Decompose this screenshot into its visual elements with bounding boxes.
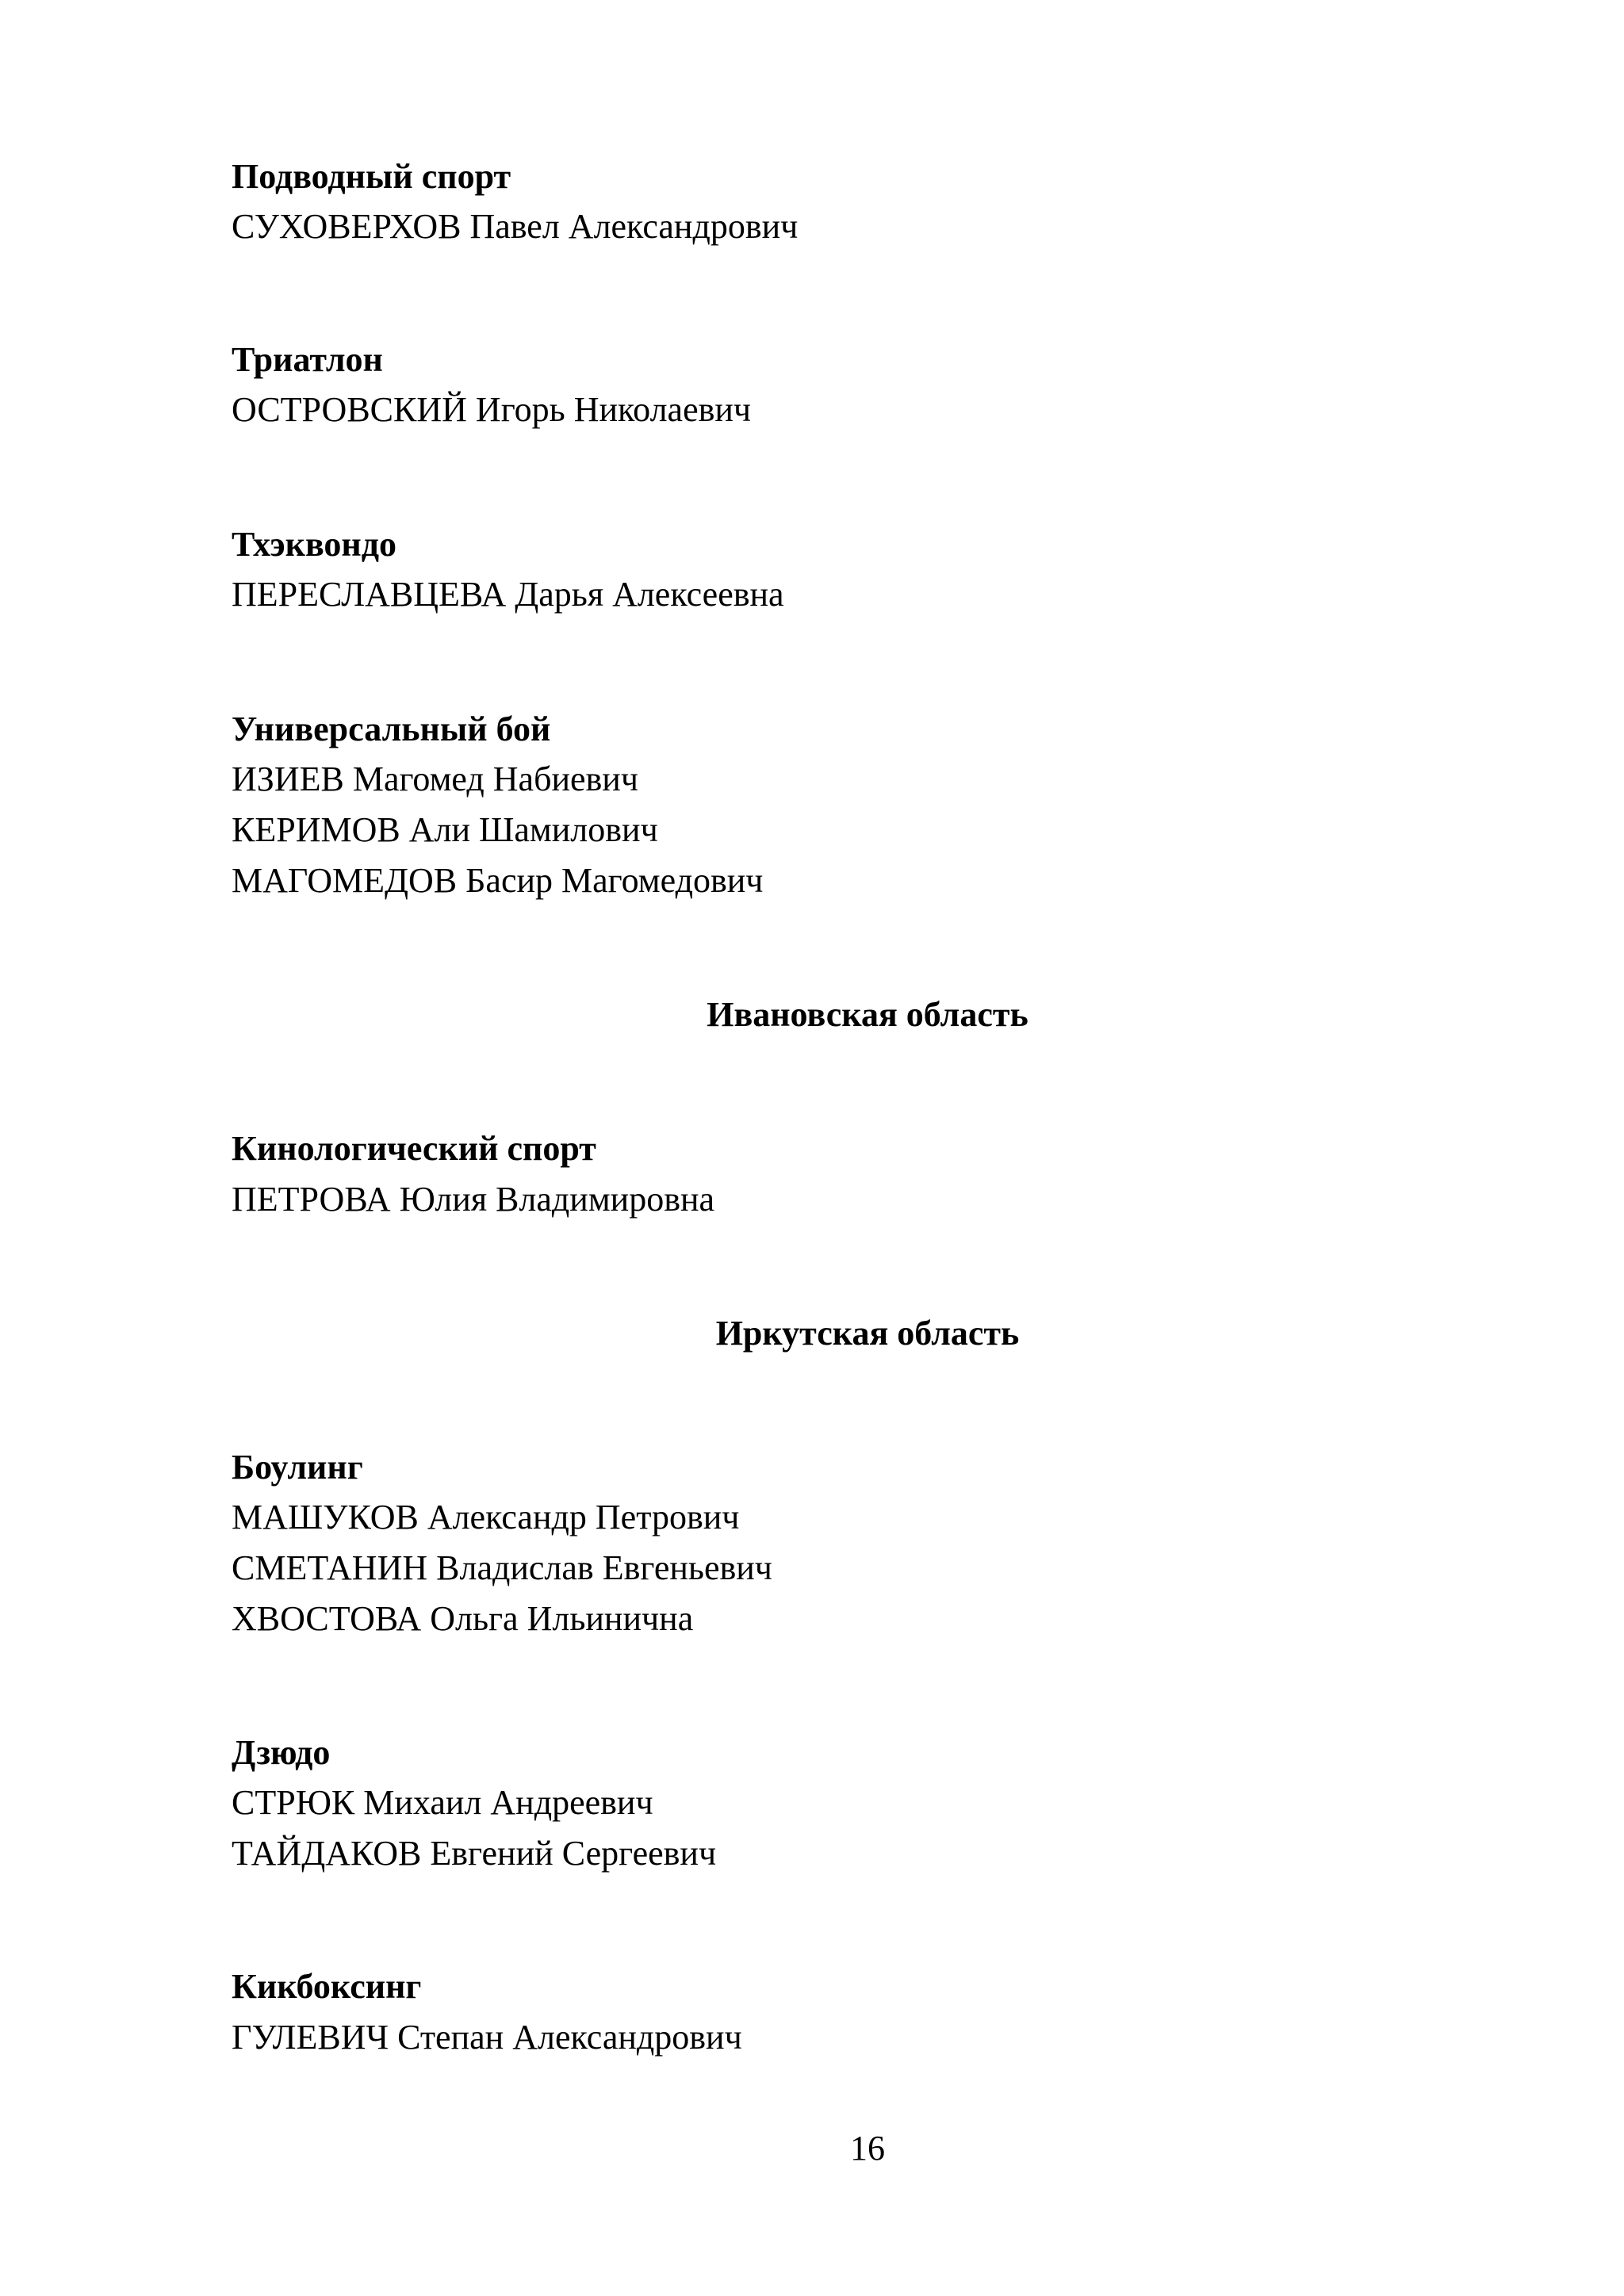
sport-heading: Тхэквондо xyxy=(232,525,397,564)
person-name: ТАЙДАКОВ Евгений Сергеевич xyxy=(232,1834,717,1873)
sport-heading: Триатлон xyxy=(232,340,383,379)
region-heading: Ивановская область xyxy=(707,995,1028,1034)
person-name: ОСТРОВСКИЙ Игорь Николаевич xyxy=(232,390,752,429)
region-heading: Иркутская область xyxy=(715,1314,1020,1353)
person-name: ХВОСТОВА Ольга Ильинична xyxy=(232,1599,694,1638)
person-name: СТРЮК Михаил Андреевич xyxy=(232,1783,653,1822)
sport-heading: Универсальный бой xyxy=(232,710,551,748)
person-name: ПЕРЕСЛАВЦЕВА Дарья Алексеевна xyxy=(232,575,784,614)
person-name: ПЕТРОВА Юлия Владимировна xyxy=(232,1180,715,1219)
person-name: МАШУКОВ Александр Петрович xyxy=(232,1498,740,1536)
person-name: СУХОВЕРХОВ Павел Александрович xyxy=(232,207,799,246)
sport-heading: Дзюдо xyxy=(232,1733,331,1772)
person-name: СМЕТАНИН Владислав Евгеньевич xyxy=(232,1548,772,1587)
sport-heading: Боулинг xyxy=(232,1448,363,1487)
person-name: МАГОМЕДОВ Басир Магомедович xyxy=(232,861,764,900)
person-name: КЕРИМОВ Али Шамилович xyxy=(232,810,658,849)
sport-heading: Кикбоксинг xyxy=(232,1967,422,2006)
page-number: 16 xyxy=(850,2129,885,2168)
person-name: ИЗИЕВ Магомед Набиевич xyxy=(232,760,638,798)
sport-heading: Подводный спорт xyxy=(232,157,511,196)
person-name: ГУЛЕВИЧ Степан Александрович xyxy=(232,2018,742,2057)
sport-heading: Кинологический спорт xyxy=(232,1129,596,1168)
